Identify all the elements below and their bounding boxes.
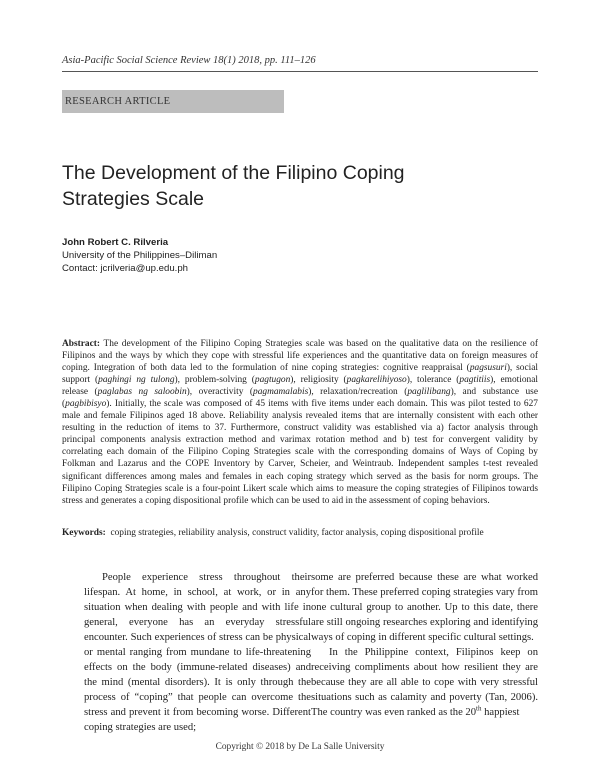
abstract-text: ), relaxation/recreation ( [308, 387, 408, 398]
abstract-text: ), tolerance ( [406, 375, 460, 386]
header-rule [62, 71, 538, 72]
author-affiliation: University of the Philippines–Diliman [62, 250, 218, 261]
author-contact: Contact: jcrilveria@up.edu.ph [62, 263, 188, 274]
abstract-term: paglilibang [407, 387, 451, 398]
abstract-term: pagtugon [254, 375, 291, 386]
abstract-text: ), problem-solving ( [174, 375, 255, 386]
abstract-term: paghingi ng tulong [98, 375, 175, 386]
abstract-text: ). Initially, the scale was composed of 45 items with five items under each domain. This was pilot tested to 627 male and female Filipinos aged 18 above. Reliability analysis revealed items that are internally consistent with each other resulting in the reduction of items to 37. Furthermore, construct validity was established via a) factor analysis through principal components analysis extraction method and varimax rotation method and b) test for convergent validity by correlating each domain of the Filipino Coping Strategies scale with the corresponding domains of Ways of Coping by Folkman and Lazarus and the COPE Inventory by Carver, Scheier, and Weintraub. Independent samples t-test revealed significant differences among males and females in each coping strategy which served as the basis for norm groups. The Filipino Coping Strategies scale is a four-point Likert scale which aims to measure the coping strategies of Filipinos towards stress and generates a coping dispositional profile which can be used to aid in the assessment of coping behaviors. [62, 399, 538, 506]
abstract-term: paglabas ng saloobin [97, 387, 187, 398]
superscript: th [476, 704, 482, 713]
keywords [62, 527, 538, 539]
keywords-text: coping strategies, reliability analysis, construct validity, factor analysis, coping dispositional profile [110, 528, 484, 538]
abstract-text: ), emotional release ( [62, 375, 538, 398]
abstract-term: pagkarelihiyoso [346, 375, 407, 386]
copyright-footer: Copyright © 2018 by De La Salle University [215, 742, 385, 752]
abstract-term: pagsusuri [469, 363, 507, 374]
body-column-left [84, 570, 311, 736]
body-text: In the Philippine context, Filipinos keep on receiving compliments about how resilient they are because they are all able to cope with very stressful situations such as calamity and poverty (Tan, 2006). The country was even ranked as the 20 [311, 647, 538, 719]
abstract-text: ), religiosity ( [290, 375, 347, 386]
body-paragraph: some are preferred because these are what worked for them. These preferred coping strategies vary from one cultural group to another. Up to this date, there are still ongoing researches exploring and identifying ways of coping in different specific cultural settings. [311, 572, 538, 644]
body-column-right [311, 570, 538, 720]
abstract-text: ), social support ( [62, 363, 538, 386]
article-title: The Development of the Filipino Coping Strategies Scale [62, 162, 405, 210]
keywords-label: Keywords: [62, 528, 106, 538]
abstract-text: ), and substance use ( [62, 387, 538, 410]
author-name: John Robert C. Rilveria [62, 237, 169, 248]
abstract-text: The development of the Filipino Coping Strategies scale was based on the qualitative data on the resilience of Filipinos and the ways by which they cope with stressful life experiences and the quantitative data on foreign measures of coping. Integration of both data led to the formulation of nine coping strategies: cognitive reappraisal ( [62, 339, 538, 374]
abstract-term: pagbibisyo [65, 399, 107, 410]
body-text: happiest [481, 707, 520, 719]
abstract-label: Abstract: [62, 339, 101, 349]
article-type-badge: RESEARCH ARTICLE [62, 90, 284, 113]
body-paragraph [311, 645, 538, 720]
abstract [62, 338, 538, 507]
abstract-term: pagtitiis [459, 375, 491, 386]
abstract-text: ), overactivity ( [186, 387, 254, 398]
author-block [62, 236, 462, 275]
body-paragraph: People experience stress throughout their lifespan. At home, in school, at work, or in any situation when dealing with people and with life in general, everyone has an everyday stressful encounter. Such experiences of stress can be physical or mental ranging from mundane to life-threatening effects on the body (immune-related diseases) and the mind (mental disorders). It is only through the process of “coping” that people can overcome the stress and prevent it from becoming worse. Different coping strategies are used; [84, 572, 311, 734]
abstract-term: pagmamalabis [253, 387, 309, 398]
journal-citation: Asia-Pacific Social Science Review 18(1) 2018, pp. 111–126 [62, 55, 316, 66]
